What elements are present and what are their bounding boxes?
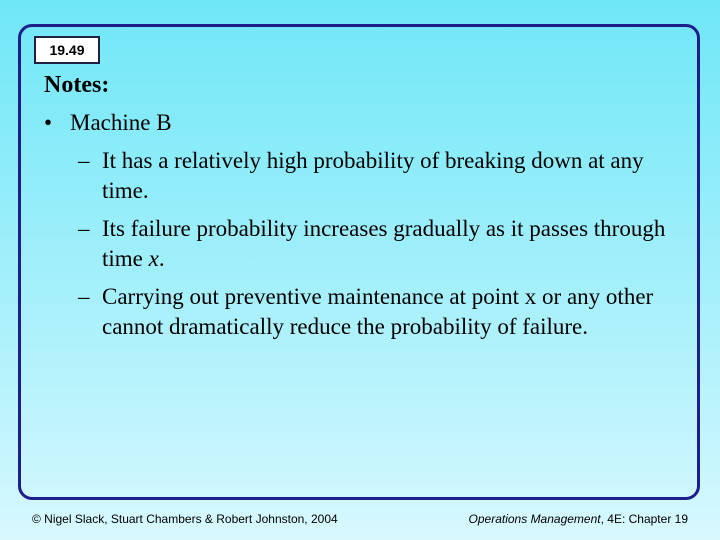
footer-book-rest: , 4E: Chapter 19 [600,512,688,526]
sub-bullet-tail: . [158,246,165,271]
footer-copyright: © Nigel Slack, Stuart Chambers & Robert Johnston, 2004 [32,512,338,526]
sub-bullet-item [78,214,688,274]
bullet-machine-b [44,110,172,136]
dash-symbol: – [78,148,90,173]
notes-heading: Notes: [44,72,110,98]
sub-bullet-item [78,146,688,206]
slide-number-badge: 19.49 [34,36,100,64]
sub-bullet-text: Its failure probability increases gradually as it passes through time [102,216,666,271]
variable-x: x [148,246,159,271]
sub-bullet-list [78,146,688,350]
bullet-label: Machine B [70,110,172,135]
sub-bullet-item [78,282,688,342]
dash-symbol: – [78,284,90,309]
footer-book-info [469,512,688,526]
sub-bullet-text: It has a relatively high probability of breaking down at any time. [102,148,644,203]
footer-book-title: Operations Management [468,512,601,526]
dash-symbol: – [78,216,90,241]
sub-bullet-text: Carrying out preventive maintenance at point x or any other cannot dramatically reduce the probability of failure. [102,284,654,339]
bullet-symbol: • [44,110,53,135]
